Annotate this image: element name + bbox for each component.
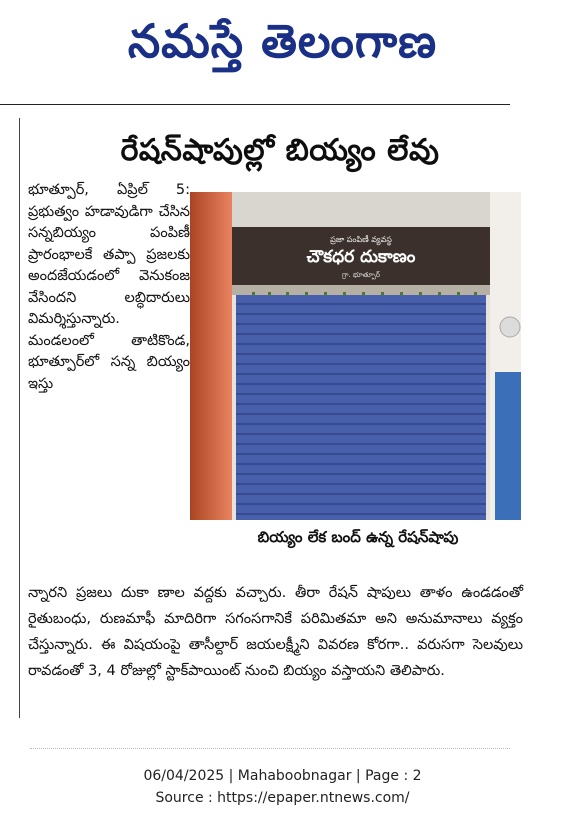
photo-caption: బియ్యం లేక బంద్ ఉన్న రేషన్‌షాపు <box>257 528 459 546</box>
article-continuation <box>28 580 523 684</box>
article-body-end: న్నారని ప్రజలు దుకా ణాల వద్దకు వచ్చారు. తీరా రేషన్ షాపులు తాళం ఉండడంతో రైతుబంధు, రుణమాఫీ మాదిరిగా సగంసగానికే పరిమితమా అని అనుమానాలు వ్యక్తం చేస్తున్నారు. ఈ విషయంపై తాసీల్దార్ జయలక్ష్మీని వివరణ కోరగా.. వరుసగా సెలవులు రావడంతో 3, 4 రోజుల్లో స్టాక్‌పాయింట్ నుంచి బియ్యం వస్తాయని తెలిపారు. <box>28 585 523 679</box>
column-divider <box>19 118 20 718</box>
header-strip <box>0 84 565 106</box>
ration-shop-photo <box>190 192 521 520</box>
top-divider <box>0 104 510 105</box>
bottom-divider <box>30 748 510 755</box>
footer-date-line: 06/04/2025 | Mahaboobnagar | Page : 2 <box>143 768 422 784</box>
sign-line3: గ్రా. భూత్పూర్ <box>341 271 381 279</box>
masthead-title: నమస్తే తెలంగాణ <box>127 14 438 68</box>
sign-line1: ప్రజా పంపిణీ వ్యవస్థ <box>330 235 392 244</box>
article-column-text <box>28 180 190 395</box>
masthead <box>0 0 565 82</box>
footer-source-line: Source : https://epaper.ntnews.com/ <box>155 790 410 806</box>
article-body-start: భూత్పూర్, ఏప్రిల్ 5: ప్రభుత్వం హడావుడిగా చేసిన సన్నబియ్యం పంపిణీ ప్రారంభాలకే తప్పా ప్రజలకు అందజేయడంలో వెనుకంజ వేసిందని లబ్ధిదారులు విమర్శిస్తున్నారు. మండలంలో తాటికొండ, భూత్పూర్‌లో సన్న బియ్యం ఇస్తు <box>28 182 190 392</box>
article-photo <box>190 192 521 520</box>
article-headline: రేషన్‌షాపుల్లో బియ్యం లేవు <box>120 133 440 168</box>
sign-main: చౌకధర దుకాణం <box>306 247 416 267</box>
